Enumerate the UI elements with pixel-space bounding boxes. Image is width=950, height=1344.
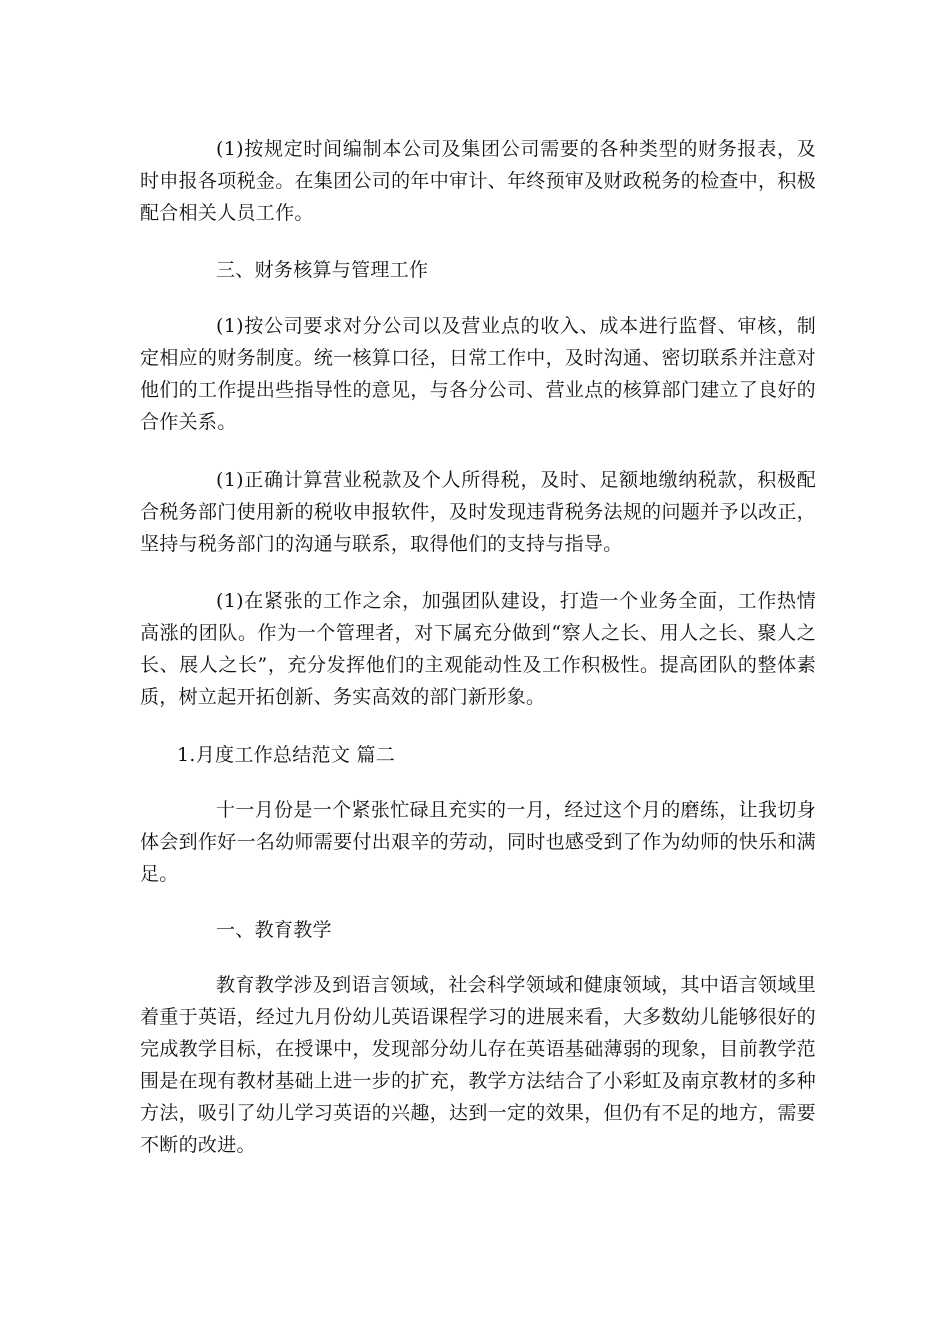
paragraph-financial-reports: (1)按规定时间编制本公司及集团公司需要的各种类型的财务报表，及时申报各项税金。在集团公司的年中审计、年终预审及财政税务的检查中，积极配合相关人员工作。 [140,138,816,224]
paragraph-education-teaching: 教育教学涉及到语言领域，社会科学领域和健康领域，其中语言领域里着重于英语，经过九月份幼儿英语课程学习的进展来看，大多数幼儿能够很好的完成教学目标，在授课中，发现部分幼儿存在英语基础薄弱的现象，目前教学范围是在现有教材基础上进一步的扩充，教学方法结合了小彩虹及南京教材的多种方法，吸引了幼儿学习英语的兴趣，达到一定的效果，但仍有不足的地方，需要不断的改进。 [140,974,816,1156]
paragraph-team-building: (1)在紧张的工作之余，加强团队建设，打造一个业务全面，工作热情高涨的团队。作为一个管理者，对下属充分做到“察人之长、用人之长、聚人之长、展人之长”，充分发挥他们的主观能动性及工作积极性。提高团队的整体素质，树立起开拓创新、务实高效的部门新形象。 [140,590,816,708]
paragraph-november-summary: 十一月份是一个紧张忙碌且充实的一月，经过这个月的磨练，让我切身体会到作好一名幼师需要付出艰辛的劳动，同时也感受到了作为幼师的快乐和满足。 [140,799,816,885]
section-heading-accounting: 三、财务核算与管理工作 [216,259,429,281]
paragraph-branch-supervision: (1)按公司要求对分公司以及营业点的收入、成本进行监督、审核，制定相应的财务制度。统一核算口径，日常工作中，及时沟通、密切联系并注意对他们的工作提出些指导性的意见，与各分公司、营业点的核算部门建立了良好的合作关系。 [140,315,816,433]
paragraph-tax-payment: (1)正确计算营业税款及个人所得税，及时、足额地缴纳税款，积极配合税务部门使用新的税收申报软件，及时发现违背税务法规的问题并予以改正，坚持与税务部门的沟通与联系，取得他们的支持与指导。 [140,469,816,555]
section-heading-education: 一、教育教学 [216,919,332,941]
article-title-part-two: 1.月度工作总结范文 篇二 [177,744,396,766]
